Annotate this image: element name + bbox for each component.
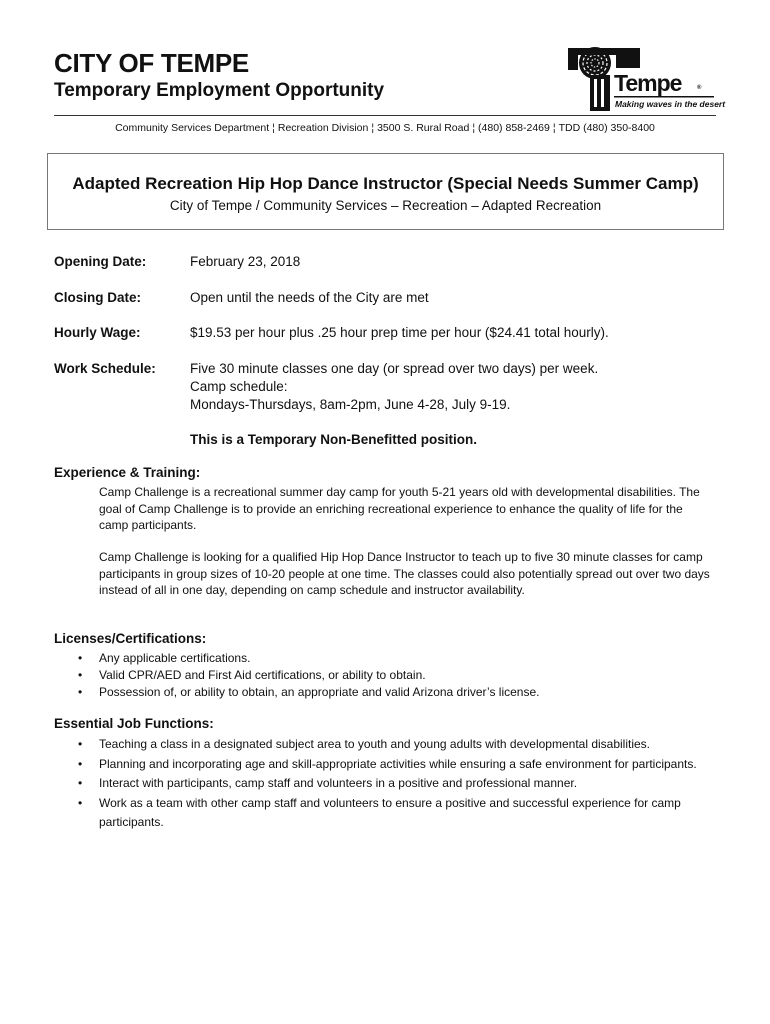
licenses-list (78, 650, 539, 701)
list-item-text: Planning and incorporating age and skill-appropriate activities while ensuring a safe environment for participants. (99, 756, 697, 771)
bullet: • (78, 795, 83, 810)
list-item (78, 684, 539, 701)
bullet: • (78, 737, 83, 751)
closing-date-label: Closing Date: (54, 290, 142, 305)
hourly-wage-value: $19.53 per hour plus .25 hour prep time per hour ($24.41 total hourly). (190, 325, 609, 340)
list-item (78, 794, 718, 833)
posting-type-subtitle: Temporary Employment Opportunity (54, 80, 385, 101)
licenses-heading: Licenses/Certifications: (54, 631, 207, 646)
list-item-text: Interact with participants, camp staff and volunteers in a positive and professional manner. (99, 776, 578, 790)
header-divider (54, 115, 716, 116)
bullet: • (78, 776, 83, 790)
list-item (78, 735, 718, 755)
list-item-text: Teaching a class in a designated subject area to youth and young adults with developmental disabilities. (99, 737, 651, 751)
hourly-wage-label: Hourly Wage: (54, 325, 141, 340)
division-name: Recreation Division (277, 122, 369, 134)
separator: ¦ (472, 122, 476, 134)
work-schedule-line: Five 30 minute classes one day (or spread over two days) per week. (190, 361, 599, 376)
job-title-box (47, 153, 724, 230)
tdd-phone: TDD (480) 350-8400 (558, 122, 655, 134)
list-item-text: Valid CPR/AED and First Aid certifications, or ability to obtain. (99, 668, 426, 682)
list-item-text: Work as a team with other camp staff and volunteers to ensure a positive and successful experience for camp participants. (99, 795, 681, 829)
closing-date-value: Open until the needs of the City are met (190, 290, 429, 305)
separator: ¦ (552, 122, 556, 134)
list-item (78, 650, 539, 667)
list-item-text: Possession of, or ability to obtain, an appropriate and valid Arizona driver’s license. (99, 685, 540, 699)
experience-paragraph: Camp Challenge is a recreational summer day camp for youth 5-21 years old with developmental disabilities. The goal of Camp Challenge is to provide an enriching recreational experience to enhance the quality of life for the camp participants. (99, 485, 700, 532)
functions-list (78, 735, 718, 833)
position-type-note: This is a Temporary Non-Benefitted position. (190, 432, 478, 447)
job-department: City of Tempe / Community Services – Recreation – Adapted Recreation (169, 198, 602, 213)
separator: ¦ (371, 122, 375, 134)
bullet: • (78, 651, 83, 665)
org-name: CITY OF TEMPE (54, 48, 249, 78)
list-item-text: Any applicable certifications. (99, 651, 251, 665)
list-item (78, 755, 718, 775)
separator: ¦ (272, 122, 275, 134)
job-title: Adapted Recreation Hip Hop Dance Instructor (Special Needs Summer Camp) (72, 174, 699, 193)
bullet: • (78, 668, 83, 682)
phone: (480) 858-2469 (478, 122, 550, 134)
work-schedule-label: Work Schedule: (54, 361, 156, 376)
work-schedule-line: Mondays-Thursdays, 8am-2pm, June 4-28, July 9-19. (190, 397, 511, 412)
list-item (78, 667, 539, 684)
experience-heading: Experience & Training: (54, 465, 201, 480)
logo-tagline: Making waves in the desert (615, 99, 726, 109)
opening-date-value: February 23, 2018 (190, 254, 301, 269)
opening-date-label: Opening Date: (54, 254, 147, 269)
logo-wordmark: Tempe (614, 70, 682, 96)
department-contact-line (54, 122, 716, 134)
experience-paragraph: Camp Challenge is looking for a qualified Hip Hop Dance Instructor to teach up to five 30 minute classes for camp participants in group sizes of 10-20 people at one time. The classes could also potentially spread out over two days instead of all in one day, depending on camp schedule and instructor availability. (99, 550, 710, 597)
address: 3500 S. Rural Road (377, 122, 470, 134)
work-schedule-line: Camp schedule: (190, 379, 288, 394)
dept-name: Community Services Department (115, 122, 270, 134)
functions-heading: Essential Job Functions: (54, 716, 214, 731)
bullet: • (78, 685, 83, 699)
bullet: • (78, 756, 83, 771)
logo-registered-mark: ® (697, 85, 702, 91)
list-item (78, 774, 718, 794)
